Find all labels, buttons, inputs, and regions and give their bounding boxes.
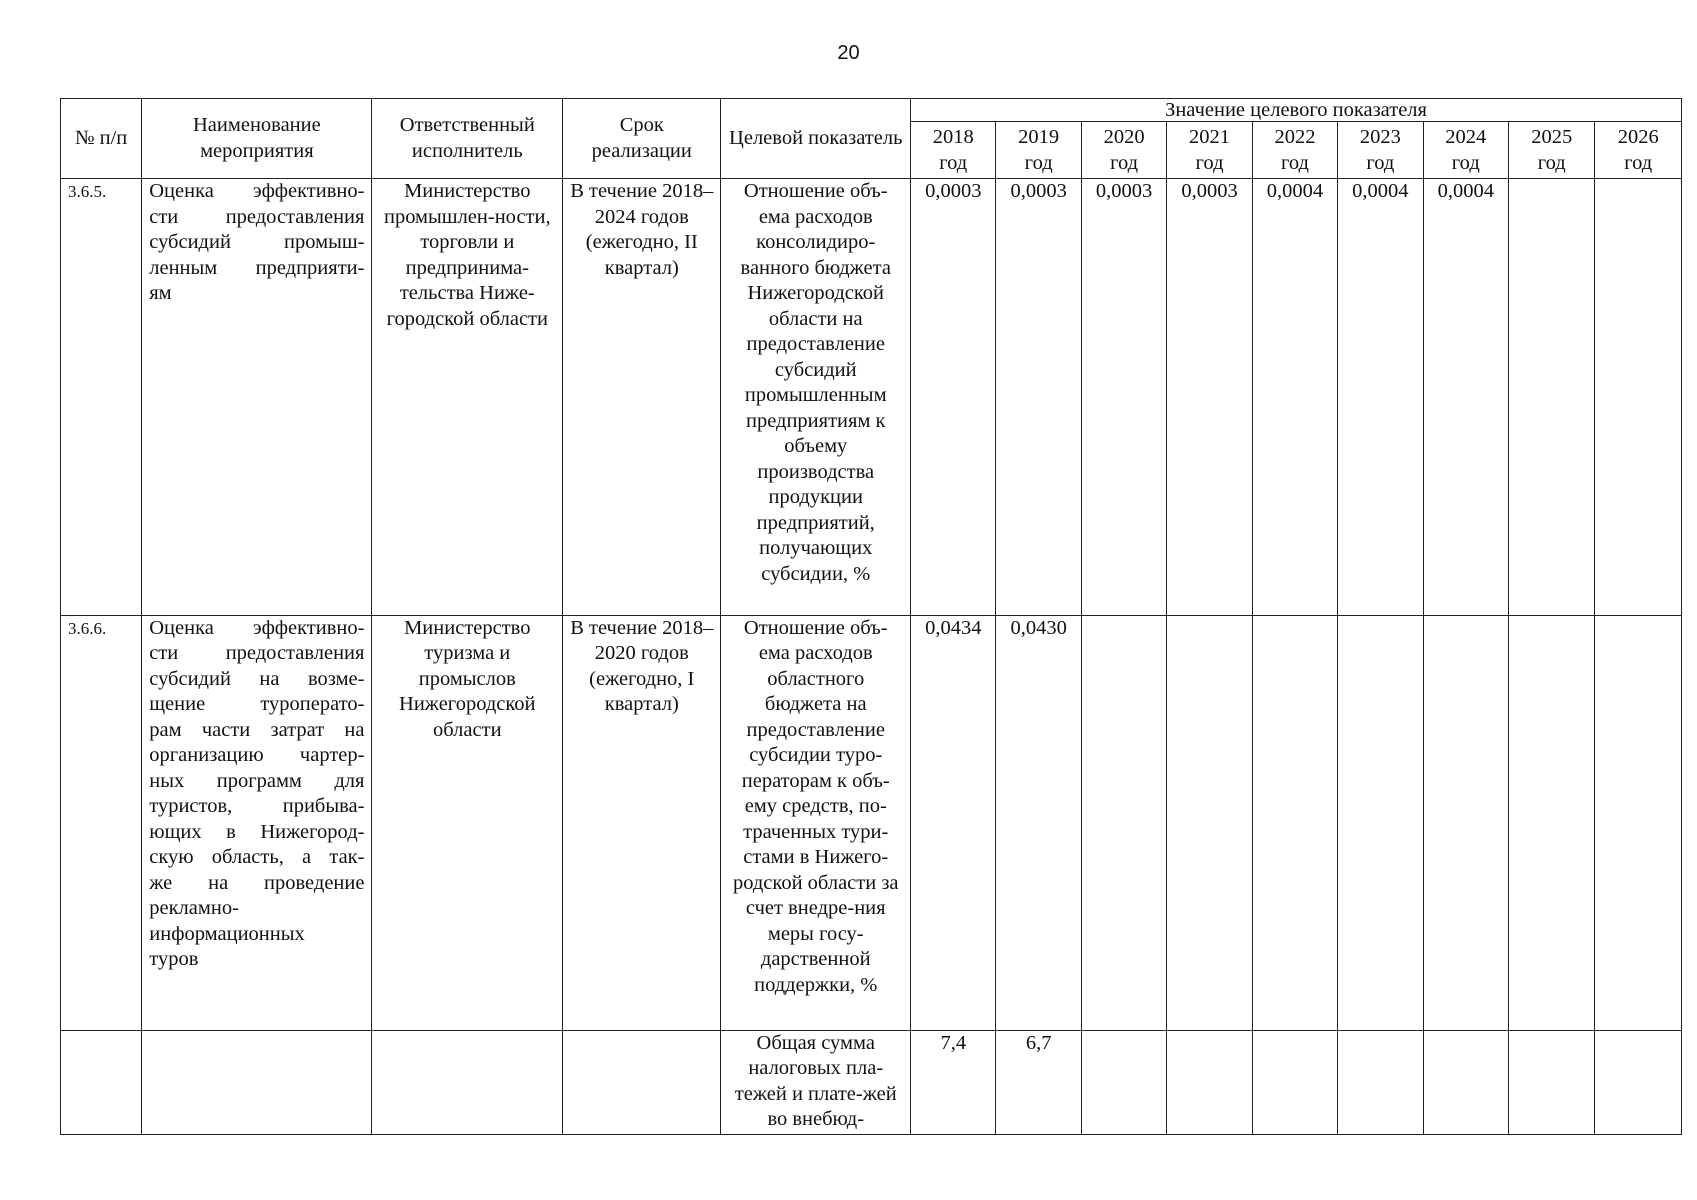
header-year: 2026 год xyxy=(1595,122,1682,179)
executor: Министерство промышлен-ности, торговли и предпринима-тельства Ниже-городской области xyxy=(372,179,563,616)
measure-name-line: организацию чартер- xyxy=(149,744,365,767)
value-cell: 0,0003 xyxy=(911,179,996,616)
measure-name-line: туристов, прибыва- xyxy=(149,795,365,818)
header-num: № п/п xyxy=(61,99,142,179)
measure-name xyxy=(142,615,372,1030)
period: В течение 2018–2024 годов (ежегодно, II квартал) xyxy=(563,179,721,616)
value-cell xyxy=(1595,615,1682,1030)
value-cell xyxy=(1338,615,1423,1030)
measure-name-line: субсидий промыш- xyxy=(149,231,365,253)
indicator: Общая сумма налоговых пла-тежей и плате-жей во внебюд- xyxy=(721,1030,911,1134)
value-cell: 0,0003 xyxy=(996,179,1081,616)
indicator: Отношение объ-ема расходов консолидиро-ванного бюджета Нижегородской области на предоставление субсидий промышленным предприятиям к объему производства продукции предприятий, получающих субсидии, % xyxy=(721,179,911,616)
value-cell: 0,0004 xyxy=(1338,179,1423,616)
value-cell xyxy=(1509,615,1595,1030)
executor: Министерство туризма и промыслов Нижегородской области xyxy=(372,615,563,1030)
value-cell: 6,7 xyxy=(996,1030,1081,1134)
header-row xyxy=(61,99,1682,122)
measure-name-line: рекламно- xyxy=(149,897,239,920)
header-year: 2019 год xyxy=(996,122,1081,179)
measure-name-line: скую область, а так- xyxy=(149,846,365,869)
measure-name-line: Оценка эффективно- xyxy=(149,616,365,639)
value-cell xyxy=(1509,1030,1595,1134)
row-number: 3.6.6. xyxy=(61,615,142,1030)
value-cell: 0,0003 xyxy=(1081,179,1166,616)
value-cell xyxy=(1252,615,1337,1030)
table-row xyxy=(61,179,1682,616)
table-row xyxy=(61,1030,1682,1134)
measure-name-line: сти предоставления xyxy=(149,205,365,228)
value-cell xyxy=(1595,179,1682,616)
executor xyxy=(372,1030,563,1134)
header-year: 2022 год xyxy=(1252,122,1337,179)
header-executor: Ответственный исполнитель xyxy=(372,99,563,179)
value-cell xyxy=(1423,615,1508,1030)
measure-name-line: Оценка эффективно- xyxy=(149,180,365,202)
measure-name xyxy=(142,179,372,616)
value-cell xyxy=(1509,179,1595,616)
measure-name-line: щение туроперато- xyxy=(149,693,365,716)
header-name: Наименование мероприятия xyxy=(142,99,372,179)
value-cell: 7,4 xyxy=(911,1030,996,1134)
header-period: Срок реализации xyxy=(563,99,721,179)
header-year: 2023 год xyxy=(1338,122,1423,179)
value-cell: 0,0434 xyxy=(911,615,996,1030)
measure-name-line: ям xyxy=(149,282,172,304)
measure-name-line: ющих в Нижегород- xyxy=(149,820,365,843)
row-number: 3.6.5. xyxy=(61,179,142,616)
measure-name-line: же на проведение xyxy=(149,871,365,894)
period xyxy=(563,1030,721,1134)
measure-name-line: ленным предприяти- xyxy=(149,256,365,279)
value-cell: 0,0430 xyxy=(996,615,1081,1030)
measure-name-line: ных программ для xyxy=(149,769,365,792)
value-cell: 0,0003 xyxy=(1167,179,1252,616)
table-row xyxy=(61,615,1682,1030)
value-cell xyxy=(1167,615,1252,1030)
value-cell xyxy=(1081,615,1166,1030)
value-cell xyxy=(1167,1030,1252,1134)
value-cell: 0,0004 xyxy=(1252,179,1337,616)
measure-name-line: рам части затрат на xyxy=(149,718,365,741)
value-cell xyxy=(1423,1030,1508,1134)
measure-name xyxy=(142,1030,372,1134)
header-value-group: Значение целевого показателя xyxy=(911,99,1682,122)
header-year: 2018 год xyxy=(911,122,996,179)
target-indicators-table xyxy=(60,98,1682,1135)
header-year: 2024 год xyxy=(1423,122,1508,179)
value-cell xyxy=(1595,1030,1682,1134)
indicator: Отношение объ-ема расходов областного бюджета на предоставление субсидии туро-ператорам к объ-ему средств, по-траченных тури-стами в Нижего-родской области за счет внедре-ния меры госу-дарственной поддержки, % xyxy=(721,615,911,1030)
measure-name-line: информационных xyxy=(149,922,305,945)
measure-name-line: субсидий на возме- xyxy=(149,667,365,690)
row-number xyxy=(61,1030,142,1134)
value-cell: 0,0004 xyxy=(1423,179,1508,616)
header-year: 2020 год xyxy=(1081,122,1166,179)
header-indicator: Целевой показатель xyxy=(721,99,911,179)
measure-name-line: туров xyxy=(149,948,199,971)
value-cell xyxy=(1081,1030,1166,1134)
header-year: 2025 год xyxy=(1509,122,1595,179)
header-year: 2021 год xyxy=(1167,122,1252,179)
value-cell xyxy=(1252,1030,1337,1134)
period: В течение 2018–2020 годов (ежегодно, I квартал) xyxy=(563,615,721,1030)
page-number: 20 xyxy=(837,42,860,64)
measure-name-line: сти предоставления xyxy=(149,642,365,665)
value-cell xyxy=(1338,1030,1423,1134)
